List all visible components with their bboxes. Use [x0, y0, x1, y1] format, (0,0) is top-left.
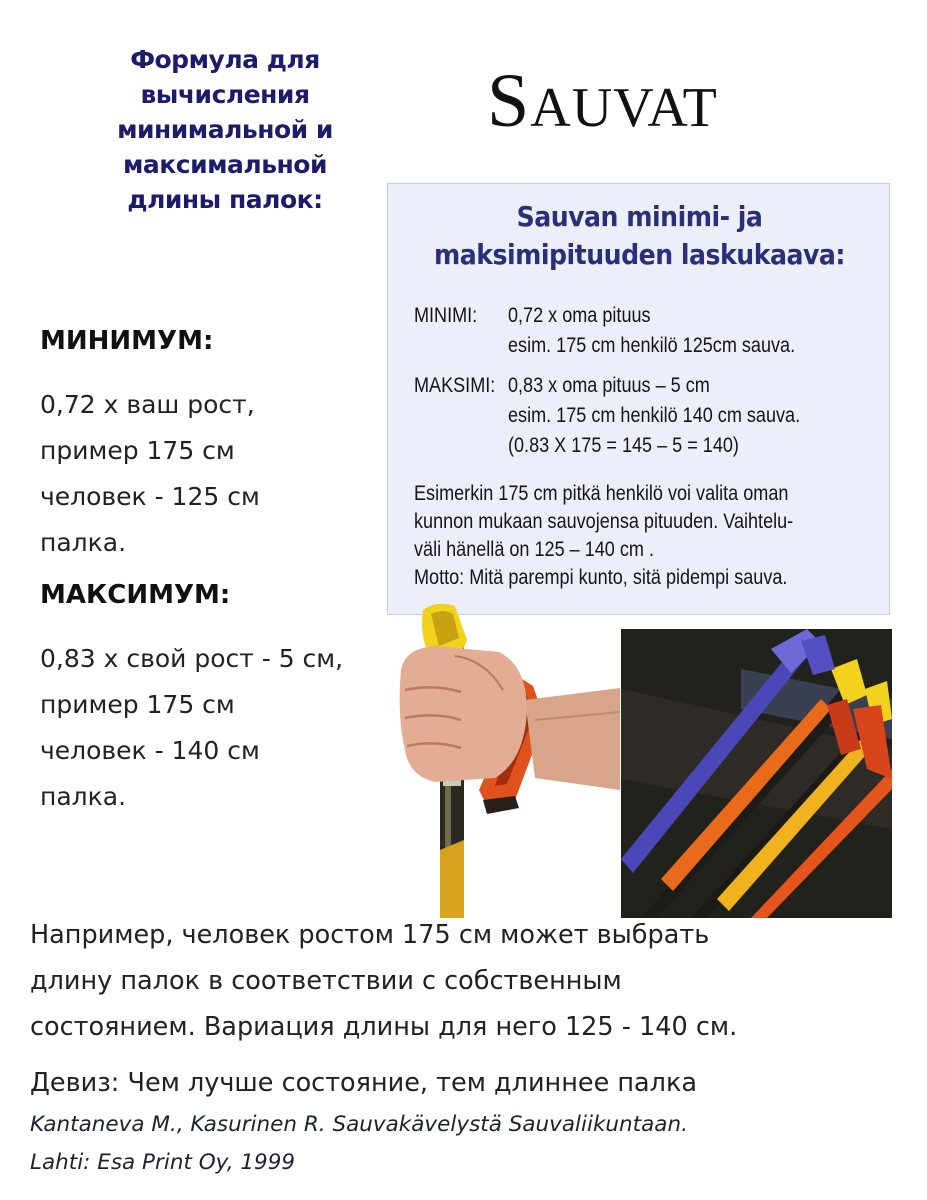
minimi-label: MINIMI:: [414, 304, 478, 327]
poles-photo: [621, 629, 892, 918]
finnish-title-line: Sauvan minimi- ja: [516, 200, 763, 233]
formula-title-line: вычисления: [140, 80, 310, 109]
finnish-box-title: [388, 198, 891, 274]
maksimi-label: MAKSIMI:: [414, 374, 496, 397]
formula-title-line: Формула для: [130, 45, 320, 74]
maximum-line: палка.: [40, 782, 127, 811]
logo-initial: S: [487, 59, 531, 143]
finnish-motto: Motto: Mitä parempi kunto, sitä pidempi sauva.: [414, 566, 788, 589]
hand-with-pole-photo: [395, 600, 620, 918]
finnish-title-line: maksimipituuden laskukaava:: [434, 238, 845, 271]
minimum-line: человек - 125 см: [40, 482, 260, 511]
sauvat-logo: [487, 58, 718, 145]
finnish-info-box: [387, 183, 890, 615]
minimum-line: пример 175 см: [40, 436, 235, 465]
minimum-line: 0,72 х ваш рост,: [40, 390, 255, 419]
maximum-line: человек - 140 см: [40, 736, 260, 765]
finnish-paragraph-line: Esimerkin 175 cm pitkä henkilö voi valita oman: [414, 482, 789, 505]
formula-title-line: минимальной и: [117, 115, 333, 144]
motto-line: Девиз: Чем лучше состояние, тем длиннее палка: [30, 1068, 697, 1098]
maksimi-formula: 0,83 x oma pituus – 5 cm: [508, 374, 710, 397]
minimi-formula: 0,72 x oma pituus: [508, 304, 651, 327]
logo-rest: AUVAT: [530, 77, 718, 139]
formula-title-line: длины палок:: [127, 185, 323, 214]
bottom-line: состоянием. Вариация длины для него 125 - 140 см.: [30, 1012, 738, 1042]
formula-title: [60, 42, 390, 217]
maksimi-calculation: (0.83 X 175 = 145 – 5 = 140): [508, 434, 739, 457]
maximum-line: 0,83 х свой рост - 5 см,: [40, 644, 344, 673]
bottom-line: Например, человек ростом 175 см может выбрать: [30, 920, 710, 950]
bottom-line: длину палок в соответствии с собственным: [30, 966, 622, 996]
citation-line: Lahti: Esa Print Oy, 1999: [30, 1150, 296, 1175]
minimum-text: [40, 382, 260, 566]
maximum-text: [40, 636, 343, 820]
minimum-line: палка.: [40, 528, 127, 557]
finnish-paragraph-line: kunnon mukaan sauvojensa pituuden. Vaihtelu-: [414, 510, 794, 533]
formula-title-line: максимальной: [123, 150, 327, 179]
minimi-example: esim. 175 cm henkilö 125cm sauva.: [508, 334, 796, 357]
citation-line: Kantaneva M., Kasurinen R. Sauvakävelystä Sauvaliikuntaan.: [30, 1112, 688, 1137]
maximum-line: пример 175 см: [40, 690, 235, 719]
maximum-heading: МАКСИМУМ:: [40, 580, 231, 610]
maksimi-example: esim. 175 cm henkilö 140 cm sauva.: [508, 404, 801, 427]
minimum-heading: МИНИМУМ:: [40, 326, 214, 356]
finnish-paragraph-line: väli hänellä on 125 – 140 cm .: [414, 538, 654, 561]
